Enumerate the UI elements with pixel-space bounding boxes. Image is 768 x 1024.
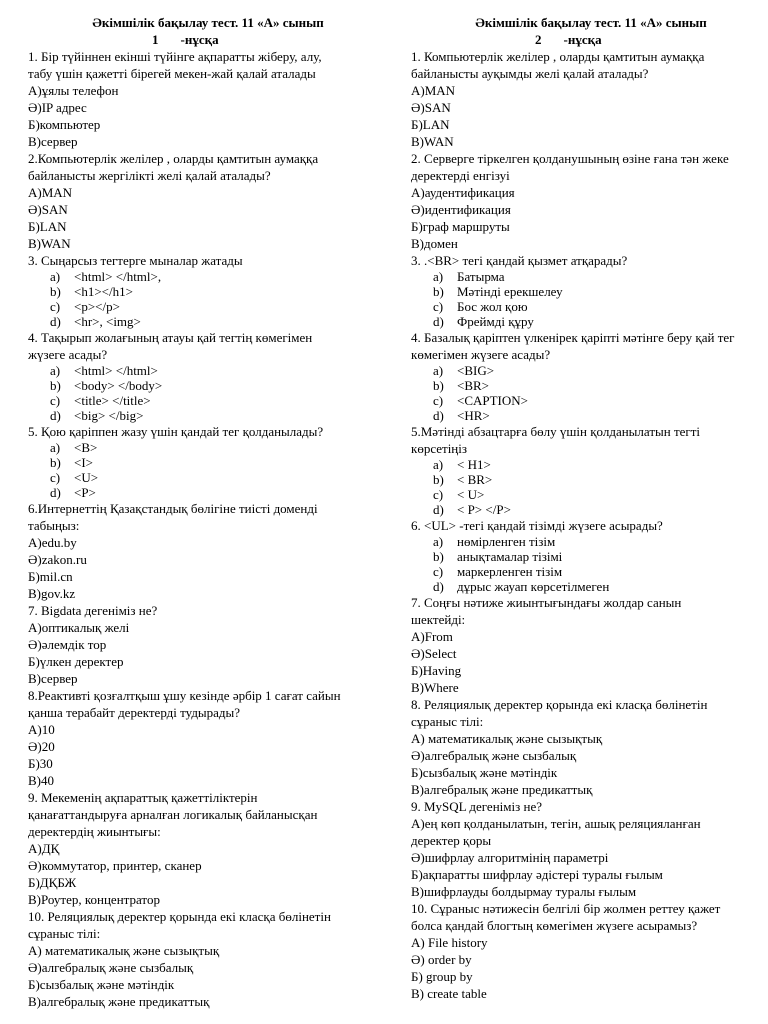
text-line: Ә)алгебралық және сызбалық bbox=[411, 748, 577, 763]
option-letter: d) bbox=[50, 314, 61, 329]
option-text: дұрыс жауап көрсетілмеген bbox=[457, 579, 610, 594]
text-line: деректердің жиынтығы: bbox=[28, 824, 161, 839]
answer-option bbox=[411, 457, 768, 472]
option-letter: a) bbox=[50, 269, 61, 284]
text-line: Ә)әлемдік тор bbox=[28, 637, 107, 652]
answer-option bbox=[28, 299, 388, 314]
text-line: Б)граф маршруты bbox=[411, 219, 510, 234]
text-line: сұраныс тілі: bbox=[28, 926, 101, 941]
option-letter: a) bbox=[50, 363, 61, 378]
text-line: В)WAN bbox=[411, 134, 454, 149]
question-4-text bbox=[411, 329, 768, 363]
option-letter: b) bbox=[50, 378, 61, 393]
option-letter: b) bbox=[433, 472, 444, 487]
variant-heading bbox=[28, 31, 388, 48]
option-letter: c) bbox=[433, 564, 444, 579]
text-line: 3. Сыңарсыз тегтерге мыналар жатады bbox=[28, 253, 243, 268]
variant-number: 2 bbox=[535, 32, 542, 47]
text-line: 5. Қою қаріппен жазу үшін қандай тег қолданылады? bbox=[28, 424, 324, 439]
text-line: А)edu.by bbox=[28, 535, 77, 550]
variant-label: -нұсқа bbox=[180, 32, 219, 47]
option-letter: d) bbox=[433, 502, 444, 517]
text-line: В)Where bbox=[411, 680, 459, 695]
question-4-options bbox=[411, 363, 768, 423]
answer-option bbox=[28, 455, 388, 470]
text-line: В)WAN bbox=[28, 236, 71, 251]
question-5-text bbox=[28, 423, 388, 440]
option-letter: c) bbox=[433, 299, 444, 314]
option-text: <hr>, <img> bbox=[74, 314, 141, 329]
option-letter: a) bbox=[433, 363, 444, 378]
option-letter: b) bbox=[433, 378, 444, 393]
question-5-options bbox=[411, 457, 768, 517]
text-line: 9. MySQL дегеніміз не? bbox=[411, 799, 542, 814]
text-line: табыңыз: bbox=[28, 518, 80, 533]
text-line: А)оптикалық желі bbox=[28, 620, 130, 635]
answer-option bbox=[411, 269, 768, 284]
variant-1-column bbox=[28, 14, 388, 1010]
text-line: А) File history bbox=[411, 935, 488, 950]
text-line: Б)30 bbox=[28, 756, 53, 771]
text-line: Ә)шифрлау алгоритмінің параметрі bbox=[411, 850, 609, 865]
text-line: 1. Компьютерлік желілер , оларды қамтитын аумаққа bbox=[411, 49, 705, 64]
answer-option bbox=[411, 314, 768, 329]
question-3-options bbox=[411, 269, 768, 329]
option-text: <BR> bbox=[457, 378, 490, 393]
answer-option bbox=[28, 378, 388, 393]
answer-option bbox=[411, 487, 768, 502]
answer-option bbox=[411, 534, 768, 549]
questions-1-3 bbox=[28, 48, 388, 269]
text-line: Ә)коммутатор, принтер, сканер bbox=[28, 858, 202, 873]
option-text: <body> </body> bbox=[74, 378, 163, 393]
text-line: 6. <UL> -тегі қандай тізімді жүзеге асырады? bbox=[411, 518, 663, 533]
option-text: <html> </html> bbox=[74, 363, 158, 378]
option-letter: c) bbox=[50, 470, 61, 485]
text-line: қанша терабайт деректерді тудырады? bbox=[28, 705, 241, 720]
text-line: 6.Интернеттің Қазақстандық бөлігіне тиісті доменді bbox=[28, 501, 318, 516]
text-line: көрсетіңіз bbox=[411, 441, 468, 456]
text-line: 10. Сұраныс нәтижесін белгілі бір жолмен реттеу қажет bbox=[411, 901, 721, 916]
text-line: Б)LAN bbox=[28, 219, 67, 234]
text-line: шектейді: bbox=[411, 612, 466, 627]
option-text: <h1></h1> bbox=[74, 284, 133, 299]
text-line: Ә)zakon.ru bbox=[28, 552, 87, 567]
option-letter: a) bbox=[433, 534, 444, 549]
answer-option bbox=[28, 314, 388, 329]
text-line: А)ұялы телефон bbox=[28, 83, 119, 98]
text-line: А)аудентификация bbox=[411, 185, 515, 200]
text-line: Б)ақпаратты шифрлау әдістері туралы ғылым bbox=[411, 867, 663, 882]
text-line: байланысты жергілікті желі қалай аталады? bbox=[28, 168, 271, 183]
text-line: 5.Мәтінді абзацтарға бөлу үшін қолданылатын тегті bbox=[411, 424, 701, 439]
text-line: В)домен bbox=[411, 236, 458, 251]
text-line: В)сервер bbox=[28, 671, 78, 686]
option-text: <U> bbox=[74, 470, 99, 485]
option-text: Мәтінді ерекшелеу bbox=[457, 284, 563, 299]
option-text: <big> </big> bbox=[74, 408, 144, 423]
option-letter: d) bbox=[433, 408, 444, 423]
text-line: 2.Компьютерлік желілер , оларды қамтитын аумаққа bbox=[28, 151, 319, 166]
variant-number: 1 bbox=[152, 32, 159, 47]
option-text: нөмірленген тізім bbox=[457, 534, 556, 549]
text-line: В)алгебралық және предикаттық bbox=[411, 782, 593, 797]
question-4-text bbox=[28, 329, 388, 363]
variant-label: -нұсқа bbox=[563, 32, 602, 47]
text-line: Ә)алгебралық және сызбалық bbox=[28, 960, 194, 975]
option-text: <title> </title> bbox=[74, 393, 151, 408]
questions-7-10 bbox=[411, 594, 768, 1002]
text-line: байланысты ауқымды желі қалай аталады? bbox=[411, 66, 649, 81]
text-line: А) математикалық және сызықтық bbox=[28, 943, 220, 958]
option-letter: c) bbox=[433, 393, 444, 408]
text-line: Ә)Select bbox=[411, 646, 457, 661]
option-letter: d) bbox=[50, 485, 61, 500]
answer-option bbox=[411, 564, 768, 579]
answer-option bbox=[28, 470, 388, 485]
text-line: Б)сызбалық және мәтіндік bbox=[28, 977, 175, 992]
text-line: 3. .<BR> тегі қандай қызмет атқарады? bbox=[411, 253, 628, 268]
answer-option bbox=[411, 472, 768, 487]
answer-option bbox=[28, 485, 388, 500]
option-letter: a) bbox=[433, 457, 444, 472]
text-line: А)MAN bbox=[411, 83, 456, 98]
option-letter: a) bbox=[433, 269, 444, 284]
text-line: А)ең көп қолданылатын, тегін, ашық реляцияланған bbox=[411, 816, 701, 831]
text-line: 7. Соңғы нәтиже жиынтығындағы жолдар санын bbox=[411, 595, 682, 610]
text-line: жүзеге асады? bbox=[28, 347, 108, 362]
option-letter: c) bbox=[433, 487, 444, 502]
text-line: А)ДҚ bbox=[28, 841, 60, 856]
option-text: <B> bbox=[74, 440, 98, 455]
option-text: < BR> bbox=[457, 472, 493, 487]
text-line: Ә)20 bbox=[28, 739, 55, 754]
answer-option bbox=[411, 378, 768, 393]
text-line: 2. Серверге тіркелген қолданушының өзіне ғана тән жеке bbox=[411, 151, 729, 166]
option-text: анықтамалар тізімі bbox=[457, 549, 563, 564]
text-line: А)From bbox=[411, 629, 453, 644]
answer-option bbox=[411, 408, 768, 423]
option-letter: d) bbox=[433, 314, 444, 329]
text-line: В)gov.kz bbox=[28, 586, 76, 601]
option-letter: a) bbox=[50, 440, 61, 455]
test-title: Әкімшілік бақылау тест. 11 «А» сынып bbox=[475, 15, 707, 30]
option-text: <p></p> bbox=[74, 299, 120, 314]
text-line: В)Роутер, концентратор bbox=[28, 892, 160, 907]
text-line: А)MAN bbox=[28, 185, 73, 200]
text-line: В)сервер bbox=[28, 134, 78, 149]
text-line: А) математикалық және сызықтық bbox=[411, 731, 603, 746]
option-letter: b) bbox=[433, 284, 444, 299]
option-text: <CAPTION> bbox=[457, 393, 528, 408]
text-line: Б)үлкен деректер bbox=[28, 654, 124, 669]
text-line: қанағаттандыруға арналған логикалық байланысқан bbox=[28, 807, 318, 822]
test-title: Әкімшілік бақылау тест. 11 «А» сынып bbox=[92, 15, 324, 30]
question-6-text bbox=[411, 517, 768, 534]
text-line: 1. Бір түйіннен екінші түйінге ақпаратты жіберу, алу, bbox=[28, 49, 322, 64]
question-4-options bbox=[28, 363, 388, 423]
text-line: В) create table bbox=[411, 986, 487, 1001]
text-line: деректер қоры bbox=[411, 833, 492, 848]
variant-heading bbox=[411, 31, 768, 48]
answer-option bbox=[411, 502, 768, 517]
variant-2-column bbox=[411, 14, 768, 1002]
text-line: 4. Базалық қаріптен үлкенірек қаріпті мәтінге беру қай тег bbox=[411, 330, 735, 345]
text-line: Ә)IP адрес bbox=[28, 100, 87, 115]
text-line: Ә)SAN bbox=[411, 100, 451, 115]
option-text: маркерленген тізім bbox=[457, 564, 563, 579]
answer-option bbox=[28, 363, 388, 378]
text-line: көмегімен жүзеге асады? bbox=[411, 347, 551, 362]
option-letter: c) bbox=[50, 299, 61, 314]
answer-option bbox=[411, 284, 768, 299]
answer-option bbox=[411, 363, 768, 378]
option-text: Батырма bbox=[457, 269, 505, 284]
option-text: <P> bbox=[74, 485, 96, 500]
text-line: Б)компьютер bbox=[28, 117, 101, 132]
answer-option bbox=[411, 549, 768, 564]
text-line: В)40 bbox=[28, 773, 54, 788]
option-text: < P> </P> bbox=[457, 502, 511, 517]
text-line: Ә)SAN bbox=[28, 202, 68, 217]
option-text: Бос жол қою bbox=[457, 299, 528, 314]
text-line: Ә) order by bbox=[411, 952, 472, 967]
option-letter: d) bbox=[433, 579, 444, 594]
text-line: 10. Реляциялық деректер қорында екі класқа бөлінетін bbox=[28, 909, 331, 924]
option-text: < U> bbox=[457, 487, 485, 502]
question-5-options bbox=[28, 440, 388, 500]
option-letter: d) bbox=[50, 408, 61, 423]
option-letter: b) bbox=[50, 455, 61, 470]
option-text: < H1> bbox=[457, 457, 491, 472]
answer-option bbox=[411, 579, 768, 594]
questions-6-10 bbox=[28, 500, 388, 1010]
option-text: Фреймді құру bbox=[457, 314, 534, 329]
answer-option bbox=[28, 393, 388, 408]
text-line: Б)LAN bbox=[411, 117, 450, 132]
option-letter: b) bbox=[50, 284, 61, 299]
option-text: <I> bbox=[74, 455, 93, 470]
text-line: болса қандай блогтың көмегімен жүзеге асырамыз? bbox=[411, 918, 698, 933]
option-text: <html> </html>, bbox=[74, 269, 162, 284]
option-letter: c) bbox=[50, 393, 61, 408]
text-line: деректерді енгізуі bbox=[411, 168, 510, 183]
text-line: 8.Реактивті қозғалтқыш ұшу кезінде әрбір 1 сағат сайын bbox=[28, 688, 341, 703]
answer-option bbox=[28, 284, 388, 299]
text-line: 7. Bigdata дегеніміз не? bbox=[28, 603, 158, 618]
answer-option bbox=[28, 408, 388, 423]
question-3-options bbox=[28, 269, 388, 329]
option-letter: b) bbox=[433, 549, 444, 564]
text-line: Б)ДҚБЖ bbox=[28, 875, 77, 890]
text-line: 8. Реляциялық деректер қорында екі класқа бөлінетін bbox=[411, 697, 708, 712]
answer-option bbox=[411, 393, 768, 408]
answer-option bbox=[28, 440, 388, 455]
text-line: 4. Тақырып жолағының атауы қай тегтің көмегімен bbox=[28, 330, 313, 345]
text-line: Б)mil.cn bbox=[28, 569, 73, 584]
text-line: В)шифрлауды болдырмау туралы ғылым bbox=[411, 884, 637, 899]
text-line: сұраныс тілі: bbox=[411, 714, 484, 729]
question-5-text bbox=[411, 423, 768, 457]
text-line: В)алгебралық және предикаттық bbox=[28, 994, 210, 1009]
questions-1-3 bbox=[411, 48, 768, 269]
text-line: Б) group by bbox=[411, 969, 473, 984]
text-line: Б)Having bbox=[411, 663, 462, 678]
option-text: <BIG> bbox=[457, 363, 495, 378]
text-line: Б)сызбалық және мәтіндік bbox=[411, 765, 558, 780]
text-line: 9. Мекеменің ақпараттық қажеттіліктерін bbox=[28, 790, 258, 805]
text-line: табу үшін қажетті бірегей мекен-жай қалай аталады bbox=[28, 66, 316, 81]
text-line: Ә)идентификация bbox=[411, 202, 511, 217]
question-6-options bbox=[411, 534, 768, 594]
answer-option bbox=[28, 269, 388, 284]
option-text: <HR> bbox=[457, 408, 490, 423]
text-line: А)10 bbox=[28, 722, 55, 737]
answer-option bbox=[411, 299, 768, 314]
